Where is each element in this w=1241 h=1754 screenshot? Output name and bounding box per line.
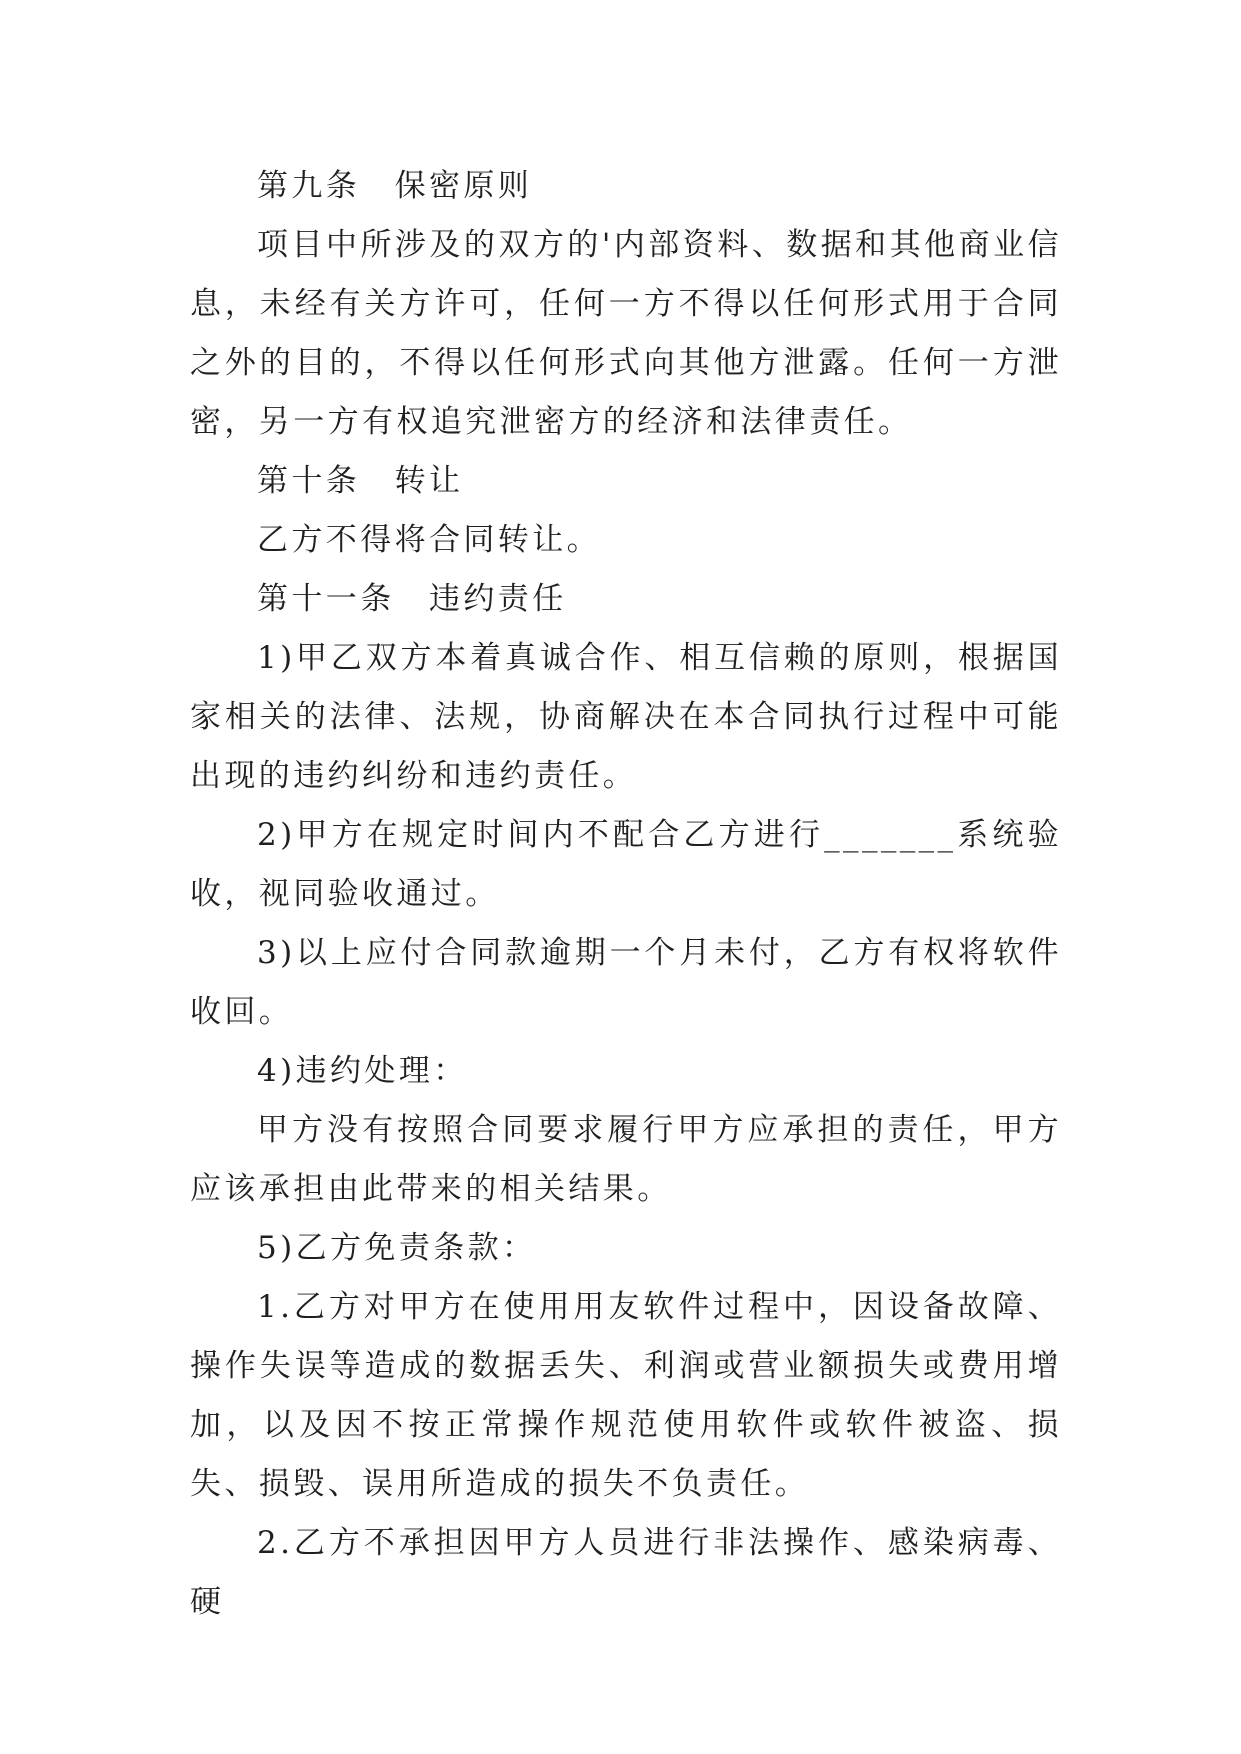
article-11-item-3: 3)以上应付合同款逾期一个月未付，乙方有权将软件收回。 xyxy=(190,935,1062,1030)
document-body xyxy=(190,157,1062,1632)
article-11-heading: 第十一条 违约责任 xyxy=(257,581,567,617)
article-11-item-2: 2)甲方在规定时间内不配合乙方进行_______系统验收，视同验收通过。 xyxy=(190,817,1062,912)
exemption-clause-1: 1.乙方对甲方在使用用友软件过程中，因设备故障、操作失误等造成的数据丢失、利润或营业额损失或费用增加，以及因不按正常操作规范使用软件或软件被盗、损失、损毁、误用所造成的损失不负责任。 xyxy=(190,1289,1062,1502)
article-9-heading: 第九条 保密原则 xyxy=(257,168,533,204)
exemption-clause-2: 2.乙方不承担因甲方人员进行非法操作、感染病毒、硬 xyxy=(190,1525,1062,1620)
article-11-item-4-text: 甲方没有按照合同要求履行甲方应承担的责任，甲方应该承担由此带来的相关结果。 xyxy=(190,1112,1062,1207)
article-11-item-4: 4)违约处理： xyxy=(257,1053,468,1089)
article-11-item-1: 1)甲乙双方本着真诚合作、相互信赖的原则，根据国家相关的法律、法规，协商解决在本合同执行过程中可能出现的违约纠纷和违约责任。 xyxy=(190,640,1062,794)
article-10-text: 乙方不得将合同转让。 xyxy=(257,522,601,558)
article-11-item-5: 5)乙方免责条款： xyxy=(257,1230,537,1266)
article-9-text: 项目中所涉及的双方的'内部资料、数据和其他商业信息，未经有关方许可，任何一方不得以任何形式用于合同之外的目的，不得以任何形式向其他方泄露。任何一方泄密，另一方有权追究泄密方的经济和法律责任。 xyxy=(190,227,1062,440)
article-10-heading: 第十条 转让 xyxy=(257,463,464,499)
